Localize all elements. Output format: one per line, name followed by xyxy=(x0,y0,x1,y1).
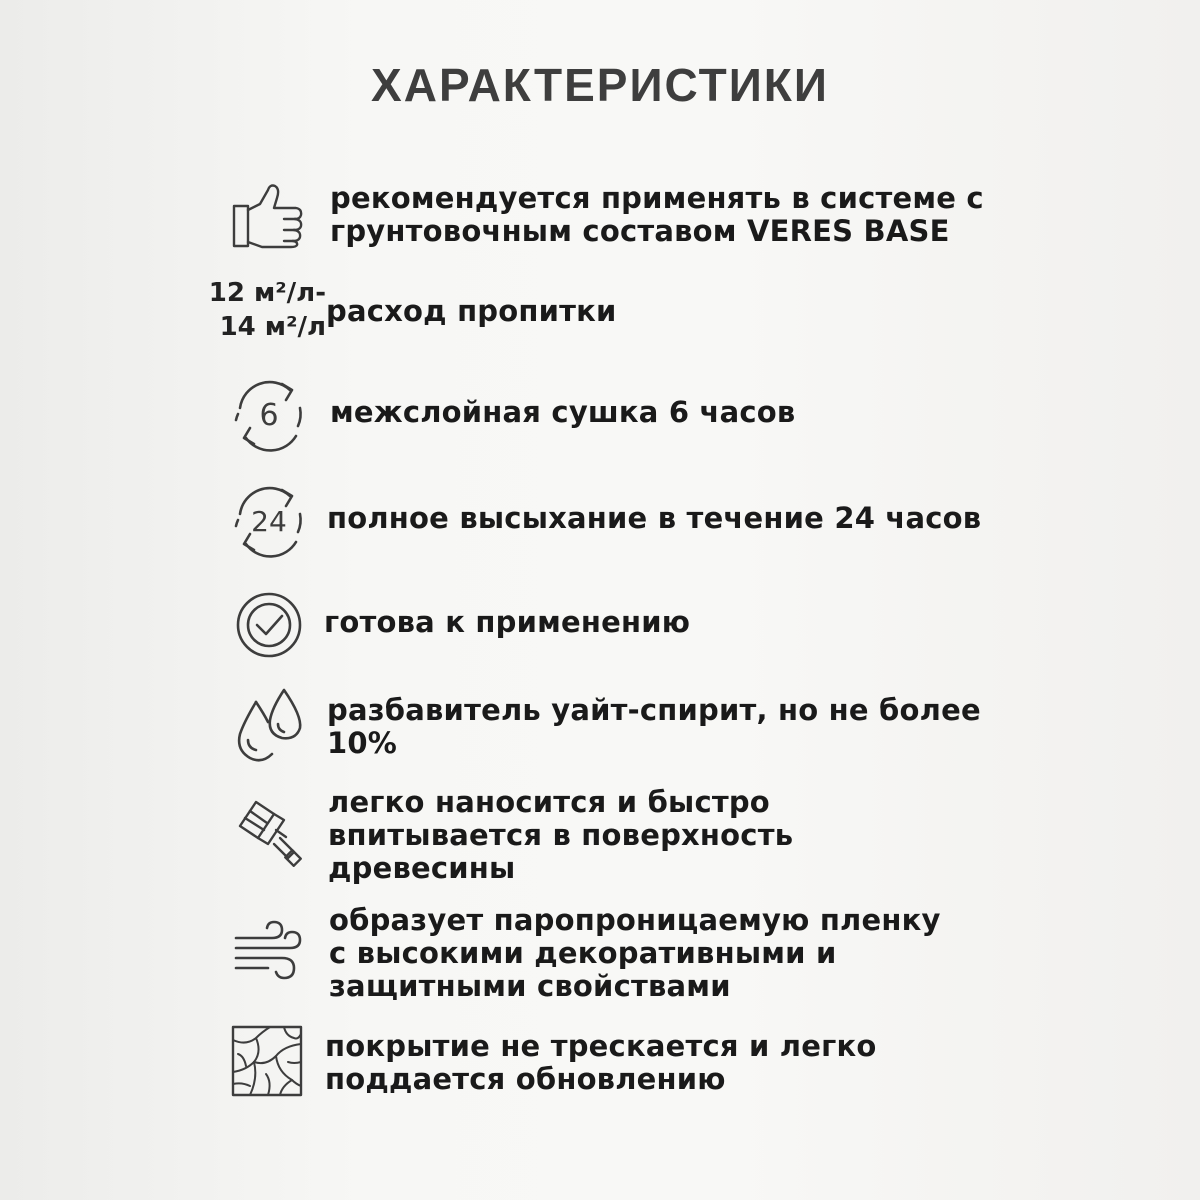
feature-text: полное высыхание в течение 24 часов xyxy=(327,501,982,535)
drying-24h-cycle-icon xyxy=(232,484,306,556)
svg-text:6: 6 xyxy=(259,398,279,433)
paint-brush-icon xyxy=(236,800,304,868)
feature-text: легко наносится и быстро впитывается в поверхность древесины xyxy=(328,785,794,885)
page-title: ХАРАКТЕРИСТИКИ xyxy=(371,59,829,111)
feature-text: межслойная сушка 6 часов xyxy=(330,395,796,429)
thumbs-up-icon xyxy=(232,182,304,248)
svg-text:24: 24 xyxy=(251,505,287,538)
feature-text: расход пропитки xyxy=(326,294,617,328)
feature-text: рекомендуется применять в системе с грунтовочным составом VERES BASE xyxy=(330,181,984,248)
check-circle-icon xyxy=(236,592,302,658)
drying-6h-cycle-icon xyxy=(232,378,306,450)
crack-pattern-icon xyxy=(232,1026,302,1096)
consumption-rate: 12 м²/л- 14 м²/л xyxy=(208,278,326,342)
wind-icon xyxy=(232,918,304,982)
feature-text: разбавитель уайт-спирит, но не более 10% xyxy=(327,693,981,760)
drops-icon xyxy=(234,688,304,762)
feature-text: готова к применению xyxy=(324,605,691,639)
feature-text: покрытие не трескается и легко поддается обновлению xyxy=(325,1029,877,1096)
feature-text: образует паропроницаемую пленку с высокими декоративными и защитными свойствами xyxy=(329,903,941,1003)
